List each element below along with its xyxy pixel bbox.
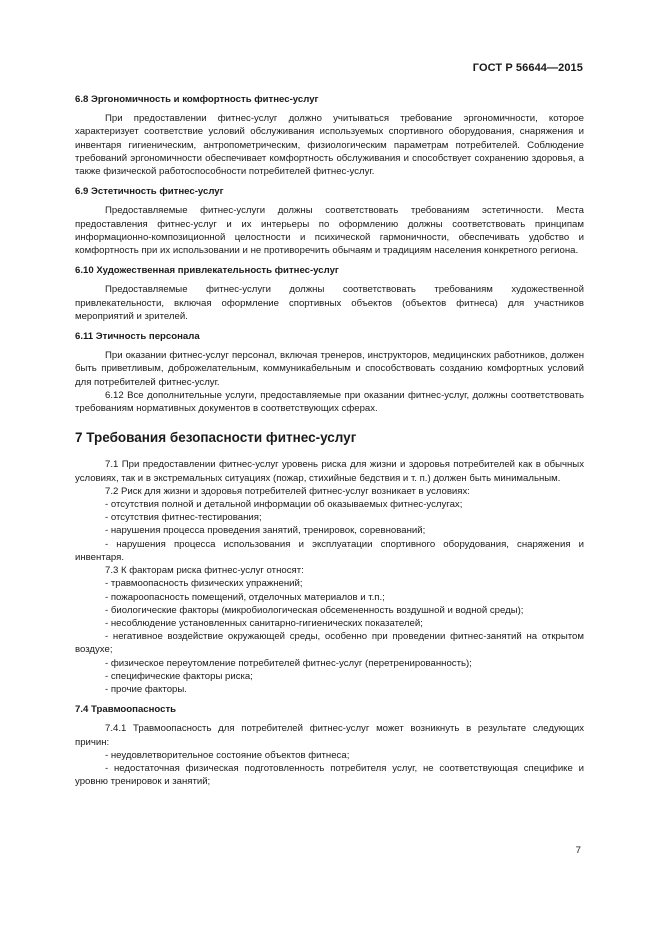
section-6-8 <box>75 93 584 178</box>
section-6-11 <box>75 330 584 415</box>
paragraph: Предоставляемые фитнес-услуги должны соответствовать требованиям художественной привлекательности, включая оформление спортивных объектов (объектов фитнеса) для участников мероприятий и зрителей. <box>75 284 584 322</box>
list-item: - негативное воздействие окружающей среды, особенно при проведении фитнес-занятий на открытом воздухе; <box>75 631 584 656</box>
list-item: - недостаточная физическая подготовленность потребителя услуг, не соответствующая специфике и уровню тренировок и занятий; <box>75 762 584 788</box>
subsection-title: 6.9 Эстетичность фитнес-услуг <box>75 186 224 198</box>
paragraph: 6.12 Все дополнительные услуги, предоставляемые при оказании фитнес-услуг, должны соответствовать требованиям нормативных документов в соответствующих сферах. <box>75 389 584 415</box>
list-item: - прочие факторы. <box>105 683 187 695</box>
section-title: 7 Требования безопасности фитнес-услуг <box>75 430 357 446</box>
subsection-title: 6.10 Художественная привлекательность фитнес-услуг <box>75 265 339 277</box>
section-7-4 <box>75 703 584 788</box>
paragraph: 7.2 Риск для жизни и здоровья потребителей фитнес-услуг возникает в условиях: <box>105 485 470 497</box>
paragraph: Предоставляемые фитнес-услуги должны соответствовать требованиям эстетичности. Места предоставления фитнес-услуг и их интерьеры по оформлению должны соответствовать принципам информационно-композиционной целостности и психической гармоничности, обеспечивать удобство и комфортность при их использовании и не противоречить обычаям и традициям населения конкретного региона. <box>75 205 584 257</box>
page-number: 7 <box>575 845 581 856</box>
list-item: - отсутствия полной и детальной информации об оказываемых фитнес-услугах; <box>105 499 463 511</box>
section-6-10 <box>75 264 584 323</box>
list-item: - нарушения процесса использования и эксплуатации спортивного оборудования, снаряжения и инвентаря. <box>75 538 584 563</box>
document-body <box>75 93 584 795</box>
paragraph: При предоставлении фитнес-услуг должно учитываться требование эргономичности, которое характеризует соответствие условий обслуживания используемых спортивного оборудования, снаряжения и инвентаря гигиеническим, антропометрическим, физиологическим параметрам потребителей. Соблюдение требований эргономичности обеспечивает комфортность обслуживания и способствует сохранению здоровья, а также физической работоспособности потребителей фитнес-услуг. <box>75 113 584 178</box>
document-code: ГОСТ Р 56644—2015 <box>472 62 583 74</box>
paragraph: При оказании фитнес-услуг персонал, включая тренеров, инструкторов, медицинских работников, должен быть приветливым, доброжелательным, коммуникабельным и способствовать созданию комфортных условий для потребителей фитнес-услуг. <box>75 350 584 388</box>
paragraph: 7.4.1 Травмоопасность для потребителей фитнес-услуг может возникнуть в результате следующих причин: <box>75 723 584 748</box>
list-item: - специфические факторы риска; <box>105 670 253 682</box>
section-6-9 <box>75 185 584 257</box>
subsection-title: 6.11 Этичность персонала <box>75 331 200 343</box>
list-item: - несоблюдение установленных санитарно-гигиенических показателей; <box>105 617 423 629</box>
subsection-title: 7.4 Травмоопасность <box>75 704 177 716</box>
list-item: - биологические факторы (микробиологическая обсемененность воздушной и водной среды); <box>105 604 524 616</box>
paragraph: 7.3 К факторам риска фитнес-услуг относят: <box>105 565 304 577</box>
list-item: - неудовлетворительное состояние объектов фитнеса; <box>105 749 350 761</box>
subsection-title: 6.8 Эргономичность и комфортность фитнес-услуг <box>75 94 319 105</box>
paragraph: 7.1 При предоставлении фитнес-услуг уровень риска для жизни и здоровья потребителей как в обычных условиях, так и в экстремальных ситуациях (пожар, стихийные бедствия и т. п.) должен быть минимальным. <box>75 459 584 484</box>
list-item: - отсутствия фитнес-тестирования; <box>105 512 262 524</box>
section-7 <box>75 458 584 696</box>
list-item: - пожароопасность помещений, отделочных материалов и т.п.; <box>105 591 385 603</box>
list-item: - физическое переутомление потребителей фитнес-услуг (перетренированность); <box>105 657 472 669</box>
list-item: - нарушения процесса проведения занятий, тренировок, соревнований; <box>105 525 426 537</box>
list-item: - травмоопасность физических упражнений; <box>105 578 303 590</box>
